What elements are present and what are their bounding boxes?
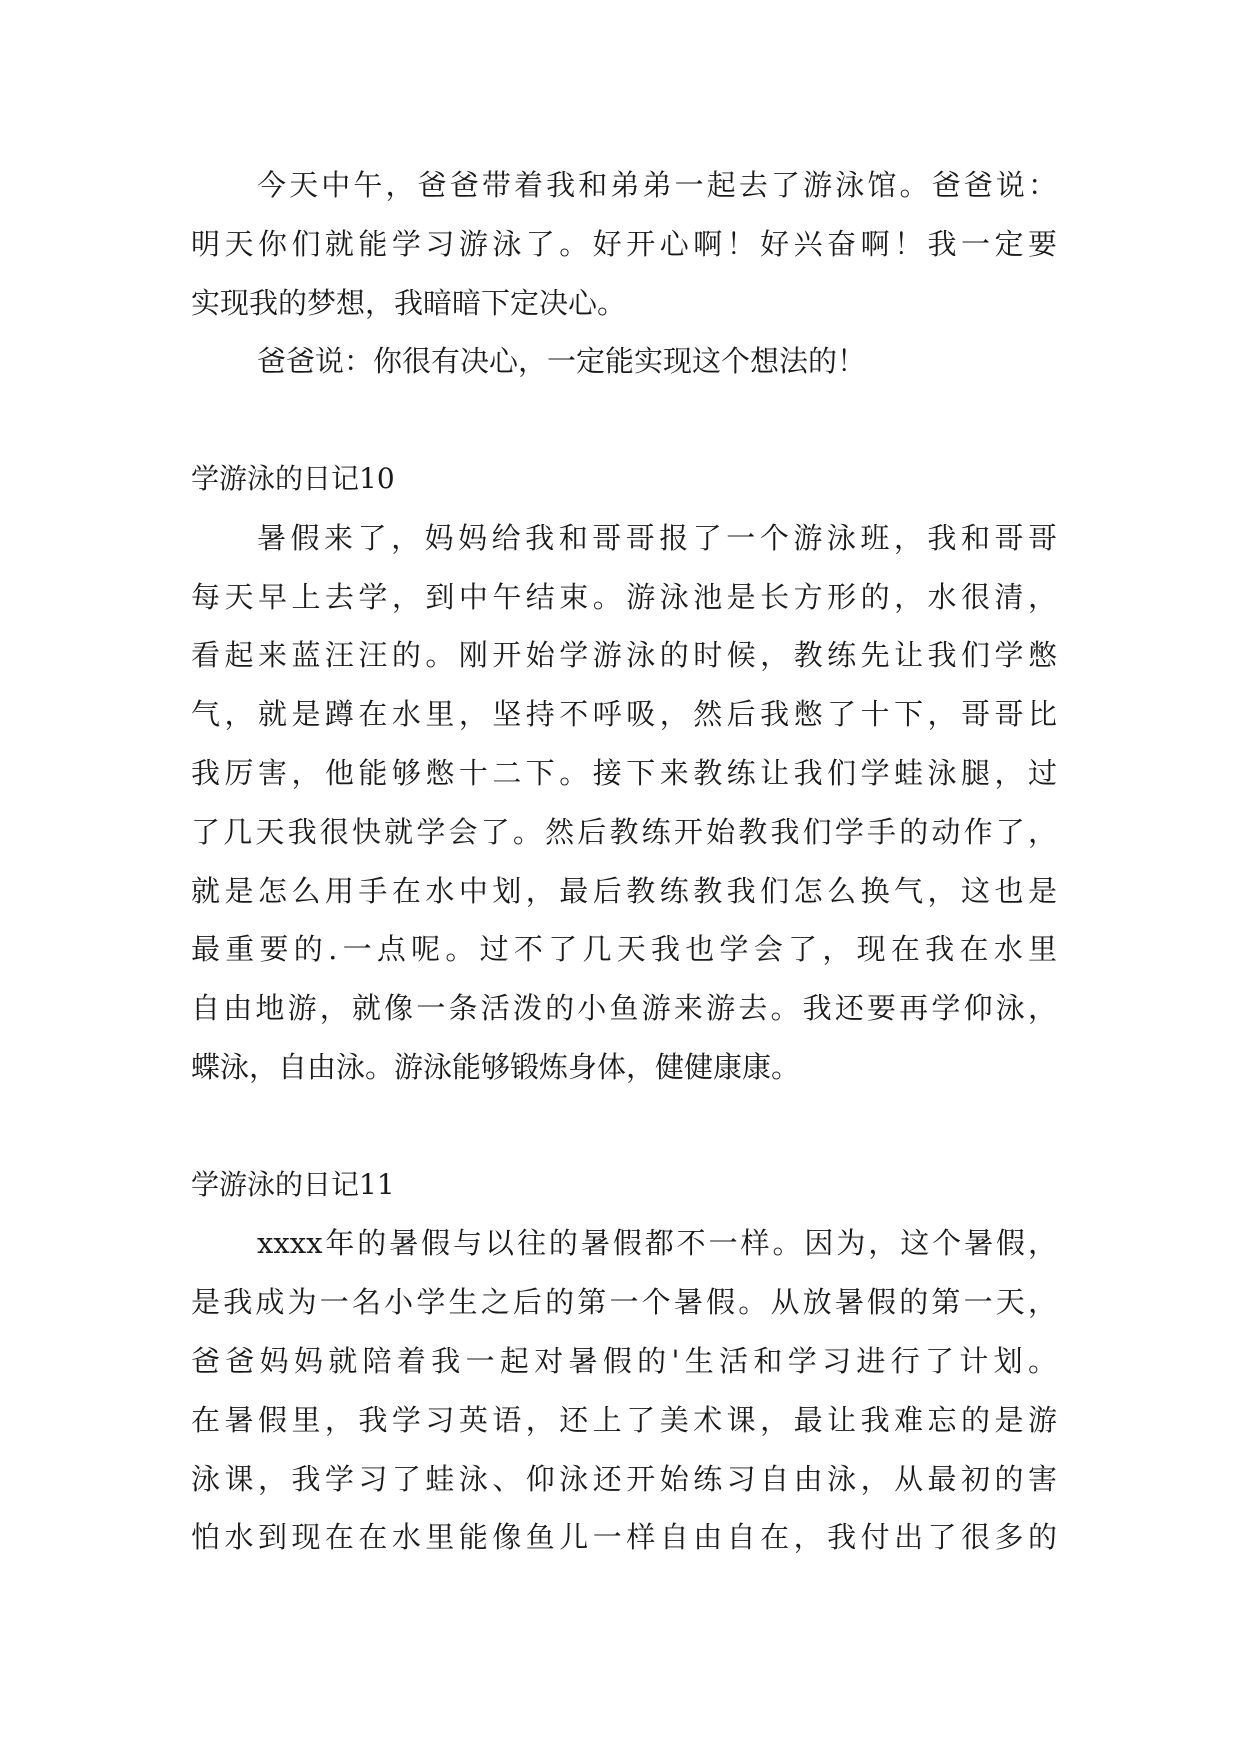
text-line: 爸爸说：你很有决心，一定能实现这个想法的！ (257, 344, 867, 379)
text-line: 我厉害，他能够憋十二下。接下来教练让我们学蛙泳腿，过 (191, 755, 1057, 790)
text-line: 蝶泳，自由泳。游泳能够锻炼身体，健健康康。 (191, 1049, 801, 1084)
text-line: 怕水到现在在水里能像鱼儿一样自由自在，我付出了很多的 (191, 1520, 1057, 1555)
entry-heading: 学游泳的日记10 (191, 461, 395, 495)
text-line: 就是怎么用手在水中划，最后教练教我们怎么换气，这也是 (191, 873, 1057, 908)
text-line: 每天早上去学，到中午结束。游泳池是长方形的，水很清， (191, 579, 1057, 614)
entry-heading: 学游泳的日记11 (191, 1167, 395, 1201)
paragraph (191, 1214, 1057, 1567)
text-line: 了几天我很快就学会了。然后教练开始教我们学手的动作了， (191, 814, 1057, 849)
text-line: 在暑假里，我学习英语，还上了美术课，最让我难忘的是游 (191, 1402, 1057, 1437)
text-line: 泳课，我学习了蛙泳、仰泳还开始练习自由泳，从最初的害 (191, 1461, 1057, 1496)
diary-entry (191, 450, 1057, 1097)
text-line: 看起来蓝汪汪的。刚开始学游泳的时候，教练先让我们学憋 (191, 638, 1057, 673)
text-line: xxxx年的暑假与以往的暑假都不一样。因为，这个暑假， (257, 1226, 1057, 1261)
document-page (191, 156, 1057, 1567)
paragraph (191, 332, 1057, 391)
text-line: 爸爸妈妈就陪着我一起对暑假的'生活和学习进行了计划。 (191, 1343, 1057, 1378)
text-line: 明天你们就能学习游泳了。好开心啊！好兴奋啊！我一定要 (191, 226, 1057, 261)
paragraph (191, 509, 1057, 1097)
text-line: 今天中午，爸爸带着我和弟弟一起去了游泳馆。爸爸说： (257, 168, 1057, 202)
text-line: 气，就是蹲在水里，坚持不呼吸，然后我憋了十下，哥哥比 (191, 697, 1057, 732)
text-line: 自由地游，就像一条活泼的小鱼游来游去。我还要再学仰泳， (191, 991, 1057, 1026)
diary-entry (191, 1156, 1057, 1568)
text-line: 最重要的.一点呢。过不了几天我也学会了，现在我在水里 (191, 932, 1057, 967)
text-line: 是我成为一名小学生之后的第一个暑假。从放暑假的第一天， (191, 1285, 1057, 1320)
text-line: 实现我的梦想，我暗暗下定决心。 (191, 285, 627, 320)
paragraph (191, 156, 1057, 332)
text-line: 暑假来了，妈妈给我和哥哥报了一个游泳班，我和哥哥 (257, 520, 1057, 555)
